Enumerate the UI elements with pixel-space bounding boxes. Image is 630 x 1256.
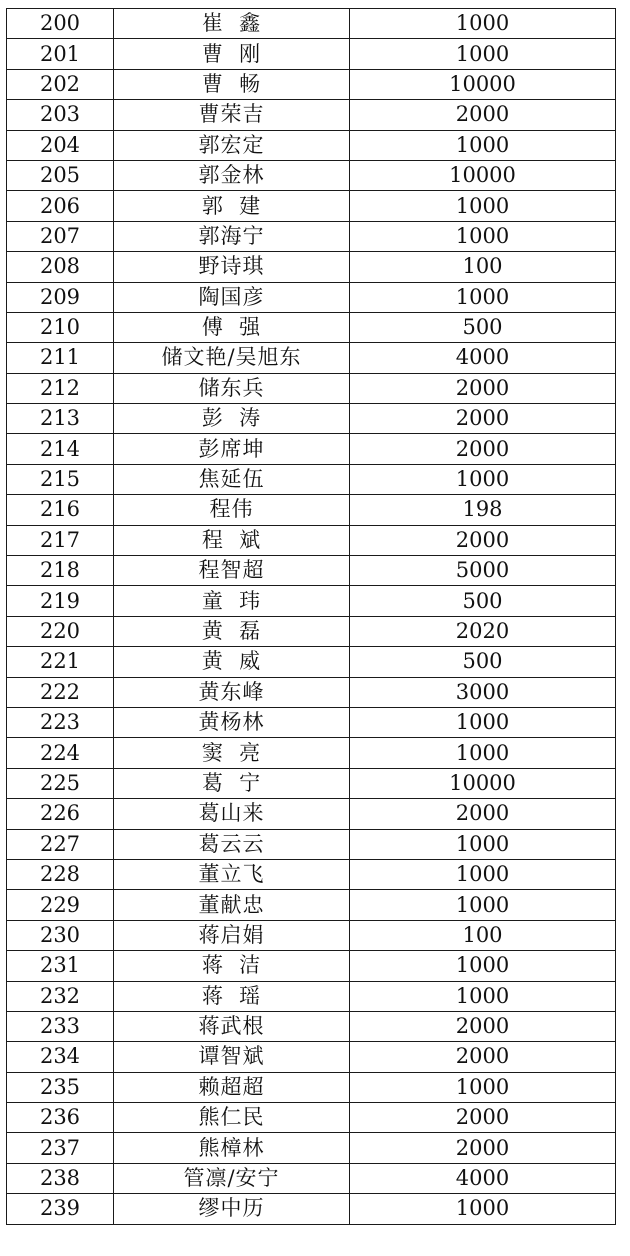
amount-cell: 198 xyxy=(350,495,616,525)
name-cell: 葛 宁 xyxy=(114,768,350,798)
table-row xyxy=(7,829,616,859)
table-row xyxy=(7,951,616,981)
table-row xyxy=(7,191,616,221)
name-cell: 童 玮 xyxy=(114,586,350,616)
amount-cell: 1000 xyxy=(350,130,616,160)
name-cell: 郭 建 xyxy=(114,191,350,221)
row-number-cell: 201 xyxy=(7,39,114,69)
row-number-cell: 205 xyxy=(7,160,114,190)
row-number-cell: 216 xyxy=(7,495,114,525)
amount-cell: 2000 xyxy=(350,1042,616,1072)
row-number-cell: 222 xyxy=(7,677,114,707)
row-number-cell: 206 xyxy=(7,191,114,221)
name-cell: 蒋 洁 xyxy=(114,951,350,981)
amount-cell: 2000 xyxy=(350,525,616,555)
amount-cell: 2000 xyxy=(350,1011,616,1041)
row-number-cell: 217 xyxy=(7,525,114,555)
name-cell: 程伟 xyxy=(114,495,350,525)
name-cell: 赖超超 xyxy=(114,1072,350,1102)
name-cell: 野诗琪 xyxy=(114,252,350,282)
name-cell: 郭金林 xyxy=(114,160,350,190)
amount-cell: 2020 xyxy=(350,616,616,646)
amount-cell: 1000 xyxy=(350,829,616,859)
table-row xyxy=(7,677,616,707)
name-cell: 蒋启娟 xyxy=(114,920,350,950)
table-row xyxy=(7,768,616,798)
table-row xyxy=(7,221,616,251)
name-cell: 葛山来 xyxy=(114,799,350,829)
table-row xyxy=(7,799,616,829)
row-number-cell: 225 xyxy=(7,768,114,798)
table-row xyxy=(7,890,616,920)
amount-cell: 1000 xyxy=(350,9,616,39)
name-cell: 管凛/安宁 xyxy=(114,1163,350,1193)
table-row xyxy=(7,525,616,555)
table-row xyxy=(7,920,616,950)
table-row xyxy=(7,647,616,677)
table-row xyxy=(7,343,616,373)
amount-cell: 1000 xyxy=(350,464,616,494)
table-row xyxy=(7,39,616,69)
table-row xyxy=(7,1103,616,1133)
row-number-cell: 219 xyxy=(7,586,114,616)
name-cell: 葛云云 xyxy=(114,829,350,859)
table-row xyxy=(7,738,616,768)
name-cell: 郭宏定 xyxy=(114,130,350,160)
name-cell: 蒋 瑶 xyxy=(114,981,350,1011)
row-number-cell: 207 xyxy=(7,221,114,251)
table-row xyxy=(7,130,616,160)
amount-cell: 2000 xyxy=(350,100,616,130)
amount-cell: 1000 xyxy=(350,191,616,221)
row-number-cell: 213 xyxy=(7,404,114,434)
table-row xyxy=(7,404,616,434)
name-cell: 彭 涛 xyxy=(114,404,350,434)
amount-cell: 2000 xyxy=(350,1133,616,1163)
amount-cell: 10000 xyxy=(350,160,616,190)
amount-cell: 1000 xyxy=(350,39,616,69)
row-number-cell: 221 xyxy=(7,647,114,677)
name-cell: 窦 亮 xyxy=(114,738,350,768)
name-cell: 黄杨林 xyxy=(114,707,350,737)
amount-cell: 4000 xyxy=(350,343,616,373)
amount-cell: 500 xyxy=(350,647,616,677)
name-cell: 陶国彦 xyxy=(114,282,350,312)
name-cell: 缪中历 xyxy=(114,1194,350,1224)
donation-table xyxy=(6,8,616,1225)
name-cell: 焦延伍 xyxy=(114,464,350,494)
row-number-cell: 209 xyxy=(7,282,114,312)
name-cell: 彭席坤 xyxy=(114,434,350,464)
amount-cell: 500 xyxy=(350,312,616,342)
table-row xyxy=(7,616,616,646)
row-number-cell: 200 xyxy=(7,9,114,39)
amount-cell: 1000 xyxy=(350,859,616,889)
table-row xyxy=(7,69,616,99)
table-row xyxy=(7,1072,616,1102)
row-number-cell: 227 xyxy=(7,829,114,859)
amount-cell: 10000 xyxy=(350,768,616,798)
amount-cell: 2000 xyxy=(350,404,616,434)
amount-cell: 1000 xyxy=(350,890,616,920)
row-number-cell: 223 xyxy=(7,707,114,737)
amount-cell: 100 xyxy=(350,920,616,950)
name-cell: 黄 磊 xyxy=(114,616,350,646)
name-cell: 董立飞 xyxy=(114,859,350,889)
row-number-cell: 228 xyxy=(7,859,114,889)
row-number-cell: 237 xyxy=(7,1133,114,1163)
name-cell: 熊樟林 xyxy=(114,1133,350,1163)
row-number-cell: 226 xyxy=(7,799,114,829)
row-number-cell: 204 xyxy=(7,130,114,160)
name-cell: 董献忠 xyxy=(114,890,350,920)
amount-cell: 3000 xyxy=(350,677,616,707)
row-number-cell: 203 xyxy=(7,100,114,130)
row-number-cell: 218 xyxy=(7,556,114,586)
table-row xyxy=(7,160,616,190)
table-row xyxy=(7,9,616,39)
row-number-cell: 212 xyxy=(7,373,114,403)
row-number-cell: 210 xyxy=(7,312,114,342)
table-row xyxy=(7,495,616,525)
row-number-cell: 231 xyxy=(7,951,114,981)
row-number-cell: 232 xyxy=(7,981,114,1011)
row-number-cell: 215 xyxy=(7,464,114,494)
name-cell: 崔 鑫 xyxy=(114,9,350,39)
row-number-cell: 211 xyxy=(7,343,114,373)
row-number-cell: 208 xyxy=(7,252,114,282)
amount-cell: 1000 xyxy=(350,981,616,1011)
table-row xyxy=(7,282,616,312)
row-number-cell: 220 xyxy=(7,616,114,646)
name-cell: 曹 畅 xyxy=(114,69,350,99)
table-row xyxy=(7,981,616,1011)
row-number-cell: 239 xyxy=(7,1194,114,1224)
row-number-cell: 235 xyxy=(7,1072,114,1102)
name-cell: 曹 刚 xyxy=(114,39,350,69)
name-cell: 程智超 xyxy=(114,556,350,586)
name-cell: 郭海宁 xyxy=(114,221,350,251)
row-number-cell: 230 xyxy=(7,920,114,950)
amount-cell: 4000 xyxy=(350,1163,616,1193)
row-number-cell: 236 xyxy=(7,1103,114,1133)
name-cell: 蒋武根 xyxy=(114,1011,350,1041)
name-cell: 程 斌 xyxy=(114,525,350,555)
table-row xyxy=(7,586,616,616)
row-number-cell: 238 xyxy=(7,1163,114,1193)
table-row xyxy=(7,1194,616,1224)
amount-cell: 500 xyxy=(350,586,616,616)
name-cell: 曹荣吉 xyxy=(114,100,350,130)
table-row xyxy=(7,100,616,130)
table-row xyxy=(7,1042,616,1072)
amount-cell: 1000 xyxy=(350,738,616,768)
amount-cell: 100 xyxy=(350,252,616,282)
amount-cell: 1000 xyxy=(350,1194,616,1224)
table-row xyxy=(7,464,616,494)
amount-cell: 5000 xyxy=(350,556,616,586)
name-cell: 熊仁民 xyxy=(114,1103,350,1133)
name-cell: 谭智斌 xyxy=(114,1042,350,1072)
amount-cell: 1000 xyxy=(350,221,616,251)
row-number-cell: 214 xyxy=(7,434,114,464)
row-number-cell: 224 xyxy=(7,738,114,768)
row-number-cell: 229 xyxy=(7,890,114,920)
amount-cell: 2000 xyxy=(350,373,616,403)
table-row xyxy=(7,1011,616,1041)
amount-cell: 1000 xyxy=(350,282,616,312)
name-cell: 储文艳/吴旭东 xyxy=(114,343,350,373)
amount-cell: 2000 xyxy=(350,799,616,829)
name-cell: 储东兵 xyxy=(114,373,350,403)
table-row xyxy=(7,373,616,403)
table-row xyxy=(7,707,616,737)
amount-cell: 1000 xyxy=(350,1072,616,1102)
table-row xyxy=(7,252,616,282)
table-row xyxy=(7,312,616,342)
row-number-cell: 202 xyxy=(7,69,114,99)
table-row xyxy=(7,1133,616,1163)
amount-cell: 2000 xyxy=(350,434,616,464)
name-cell: 傅 强 xyxy=(114,312,350,342)
table-row xyxy=(7,556,616,586)
row-number-cell: 233 xyxy=(7,1011,114,1041)
table-row xyxy=(7,1163,616,1193)
table-row xyxy=(7,434,616,464)
amount-cell: 2000 xyxy=(350,1103,616,1133)
amount-cell: 10000 xyxy=(350,69,616,99)
name-cell: 黄 威 xyxy=(114,647,350,677)
amount-cell: 1000 xyxy=(350,707,616,737)
table-body xyxy=(7,9,616,1225)
amount-cell: 1000 xyxy=(350,951,616,981)
name-cell: 黄东峰 xyxy=(114,677,350,707)
table-row xyxy=(7,859,616,889)
row-number-cell: 234 xyxy=(7,1042,114,1072)
